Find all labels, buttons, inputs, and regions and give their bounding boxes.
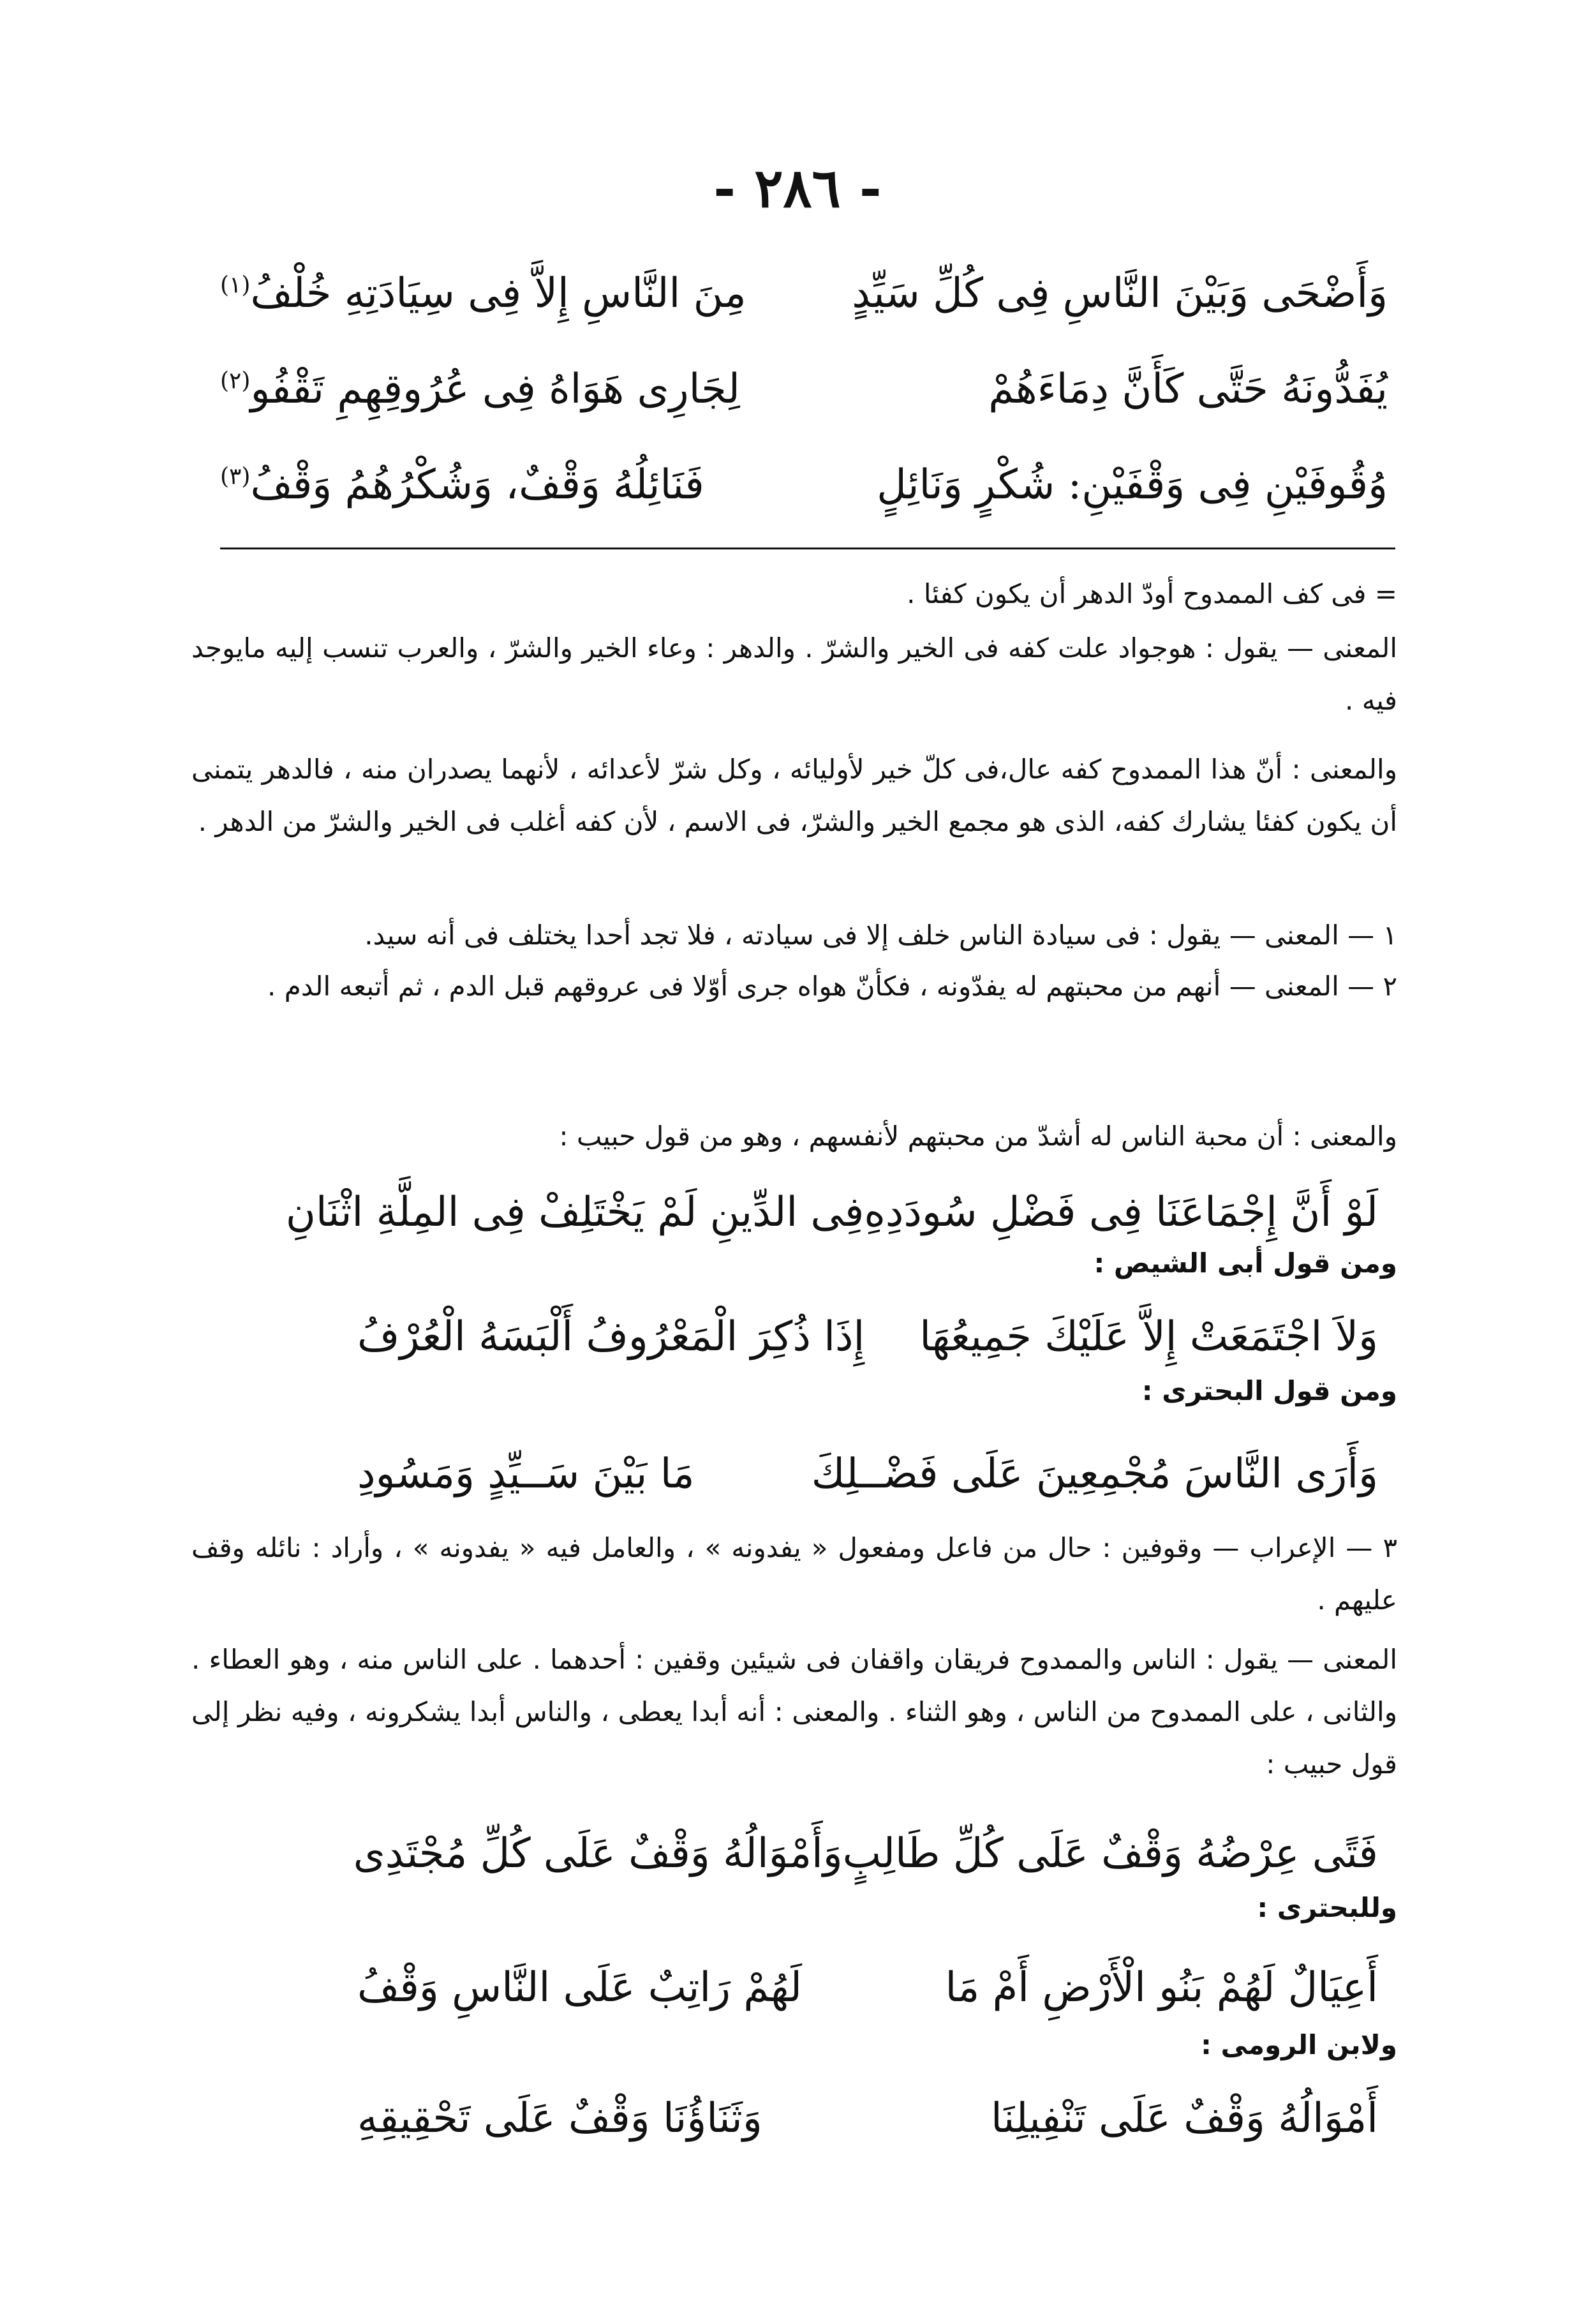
quote-buhturi-1-second: مَا بَيْنَ سَــيِّدٍ وَمَسُودِ xyxy=(357,1450,695,1498)
commentary-meaning-2: والمعنى : أنّ هذا الممدوح كفه عال،فى كلّ خير لأوليائه ، وكل شرّ لأعدائه ، لأنهما يصدران منه ، فالدهر يتمنى أن يكون كفئا يشارك كفه، الذى هو مجمع الخير والشرّ، فى الاسم ، لأن كفه أغلب فى الخير والشرّ من الدهر . xyxy=(191,754,1397,837)
quote-habib-2-second: وَأَمْوَالُهُ وَقْفٌ عَلَى كُلِّ مُجْتَدِى xyxy=(353,1830,843,1877)
footnote-marker-2: (٢) xyxy=(220,368,251,394)
quote-abi-al-shis xyxy=(357,1295,1378,1378)
commentary-continuation: = فى كف الممدوح أودّ الدهر أن يكون كفئا . xyxy=(907,578,1397,609)
verse-2-first-hemistich: يُفَدُّونَهُ حَتَّى كَأَنَّ دِمَاءَهُمْ xyxy=(988,366,1388,413)
separator-rule xyxy=(220,547,1395,549)
note-3-grammar: ٣ — الإعراب — وقوفين : حال من فاعل ومفعول « يفدونه » ، والعامل فيه « يفدونه » ، وأراد : نائله وقف عليهم . xyxy=(191,1532,1397,1616)
quote-buhturi-2-first: أَعِيَالٌ لَهُمْ بَنُو الْأَرْضِ أَمْ مَا xyxy=(945,1964,1378,2011)
verse-2-second-hemistich xyxy=(220,366,740,413)
verse-2-second-text: لِجَارِى هَوَاهُ فِى عُرُوقِهِمِ تَقْفُو xyxy=(250,366,740,413)
verse-3-second-text: فَنَائِلُهُ وَقْفٌ، وَشُكْرُهُمُ وَقْفُ xyxy=(250,461,704,509)
verse-line-2 xyxy=(220,348,1388,431)
intro-buhturi-1: ومن قول البحترى : xyxy=(1141,1375,1397,1406)
verse-3-first-hemistich: وُقُوفَيْنِ فِى وَقْفَيْنِ: شُكْرٍ وَنَائِلٍ xyxy=(877,461,1388,509)
verse-3-second-hemistich xyxy=(220,461,704,509)
note-3-meaning: المعنى — يقول : الناس والممدوح فريقان واقفان فى شيئين وقفين : أحدهما . على الناس منه ، وهو العطاء . والثانى ، على الممدوح من الناس ، وهو الثناء . والمعنى : أنه أبدا يعطى ، والناس أبدا يشكرونه ، وفيه نظر إلى قول حبيب : xyxy=(191,1644,1397,1780)
quote-buhturi-2 xyxy=(357,1946,1378,2029)
quote-habib-2 xyxy=(353,1812,1378,1895)
verse-line-3 xyxy=(220,443,1388,526)
quote-habib-1 xyxy=(285,1171,1378,1254)
commentary-meaning-1: المعنى — يقول : هوجواد علت كفه فى الخير والشرّ . والدهر : وعاء الخير والشرّ ، والعرب تنسب إليه مايوجد فيه . xyxy=(191,632,1397,716)
quote-buhturi-1 xyxy=(357,1433,1378,1516)
verse-1-second-text: مِنَ النَّاسِ إِلاَّ فِى سِيَادَتِهِ خُلْفُ xyxy=(250,270,746,317)
page-number: - ٢٨٦ - xyxy=(713,156,882,220)
footnote-marker-1: (١) xyxy=(220,272,251,299)
verse-1-first-hemistich: وَأَضْحَى وَبَيْنَ النَّاسِ فِى كُلِّ سَيِّدٍ xyxy=(852,270,1388,317)
quote-buhturi-2-second: لَهُمْ رَاتِبٌ عَلَى النَّاسِ وَقْفُ xyxy=(357,1964,802,2011)
note-1: ١ — المعنى — يقول : فى سيادة الناس خلف إلا فى سيادته ، فلا تجد أحدا يختلف فى أنه سيد. xyxy=(364,920,1397,951)
quote-habib-1-second: فِى الدِّينِ لَمْ يَخْتَلِفْ فِى المِلَّةِ اثْنَانِ xyxy=(285,1189,864,1236)
quote-abi-al-shis-first: وَلاَ اجْتَمَعَتْ إِلاَّ عَلَيْكَ جَمِيعُهَا xyxy=(919,1313,1378,1360)
quote-ibn-al-rumi xyxy=(357,2077,1378,2160)
quote-abi-al-shis-second: إِذَا ذُكِرَ الْمَعْرُوفُ أَلْبَسَهُ الْعُرْفُ xyxy=(357,1313,865,1360)
intro-abi-al-shis: ومن قول أبى الشيص : xyxy=(1094,1248,1397,1279)
note-2-meaning: والمعنى : أن محبة الناس له أشدّ من محبتهم لأنفسهم ، وهو من قول حبيب : xyxy=(559,1121,1397,1152)
note-2: ٢ — المعنى — أنهم من محبتهم له يفدّونه ، فكأنّ هواه جرى أوّلا فى عروقهم قبل الدم ، ثم أتبعه الدم . xyxy=(267,971,1397,1002)
intro-buhturi-2: وللبحترى : xyxy=(1257,1892,1397,1923)
quote-habib-1-first: لَوْ أَنَّ إِجْمَاعَنَا فِى فَضْلِ سُودَدِهِ xyxy=(864,1189,1378,1236)
quote-habib-2-first: فَتًى عِرْضُهُ وَقْفٌ عَلَى كُلِّ طَالِبٍ xyxy=(842,1830,1378,1877)
quote-ibn-al-rumi-second: وَثَنَاؤُنَا وَقْفٌ عَلَى تَحْقِيقِهِ xyxy=(357,2095,762,2142)
verse-line-1 xyxy=(220,252,1388,335)
quote-buhturi-1-first: وَأَرَى النَّاسَ مُجْمِعِينَ عَلَى فَضْــلِكَ xyxy=(811,1450,1378,1498)
intro-ibn-al-rumi: ولابن الرومى : xyxy=(1201,2029,1397,2060)
verse-1-second-hemistich xyxy=(220,270,746,317)
footnote-marker-3: (٣) xyxy=(220,463,251,490)
quote-ibn-al-rumi-first: أَمْوَالُهُ وَقْفٌ عَلَى تَنْفِيلِنَا xyxy=(990,2095,1378,2142)
